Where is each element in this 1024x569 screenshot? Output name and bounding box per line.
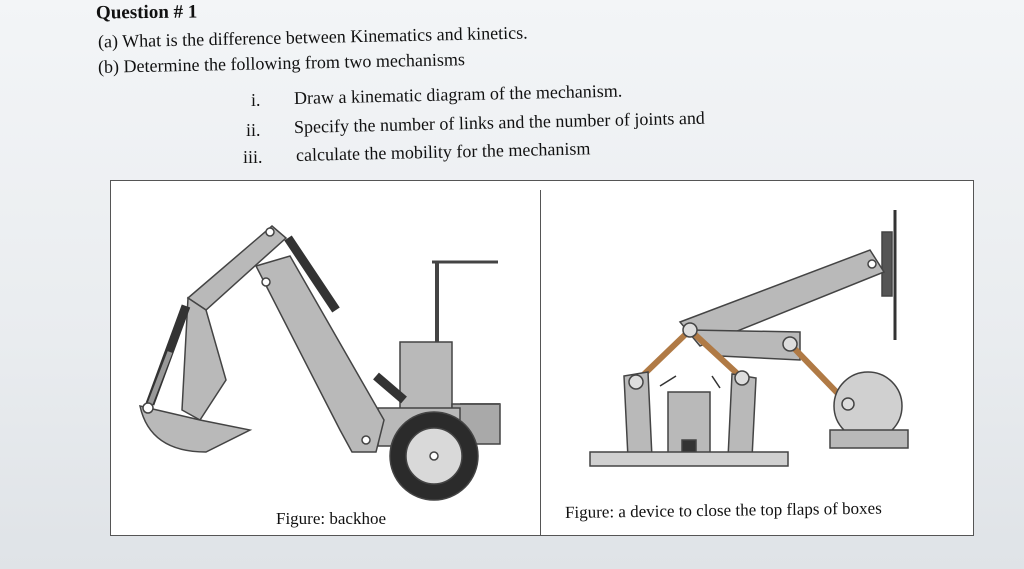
device-box-flap — [712, 376, 720, 388]
question-part-b: (b) Determine the following from two mechanisms — [97, 49, 466, 77]
question-part-a: (a) What is the difference between Kinematics and kinetics. — [97, 22, 528, 52]
item-2-number: ii. — [246, 120, 261, 140]
item-1-number: i. — [251, 90, 261, 110]
item-3-number: iii. — [243, 147, 263, 167]
device-conveyor — [590, 452, 788, 466]
device-wall-bracket — [882, 232, 892, 296]
device-right-arm — [728, 374, 756, 458]
item-1-text: Draw a kinematic diagram of the mechanism. — [293, 80, 623, 108]
backhoe-illustration — [140, 226, 500, 500]
backhoe-bucket-rod — [150, 352, 170, 404]
backhoe-stick — [182, 298, 226, 420]
backhoe-cab — [400, 342, 452, 414]
device-pin — [842, 398, 854, 410]
backhoe-pin — [362, 436, 370, 444]
device-box-flap — [660, 376, 676, 386]
backhoe-axle — [430, 452, 438, 460]
caption-box-flap-device: Figure: a device to close the top flaps of boxes — [564, 498, 882, 522]
device-pin — [783, 337, 797, 351]
device-pin — [868, 260, 876, 268]
device-pin — [683, 323, 697, 337]
device-pin — [735, 371, 749, 385]
device-pin — [629, 375, 643, 389]
item-3-text: calculate the mobility for the mechanism — [295, 138, 591, 165]
backhoe-pin — [266, 228, 274, 236]
item-2-text: Specify the number of links and the number of joints and — [293, 107, 706, 137]
caption-backhoe: Figure: backhoe — [276, 509, 386, 528]
backhoe-pin — [143, 403, 153, 413]
question-title: Question # 1 — [95, 1, 198, 24]
backhoe-pin — [262, 278, 270, 286]
box-flap-closing-device-illustration — [590, 210, 908, 466]
device-flywheel-base — [830, 430, 908, 448]
